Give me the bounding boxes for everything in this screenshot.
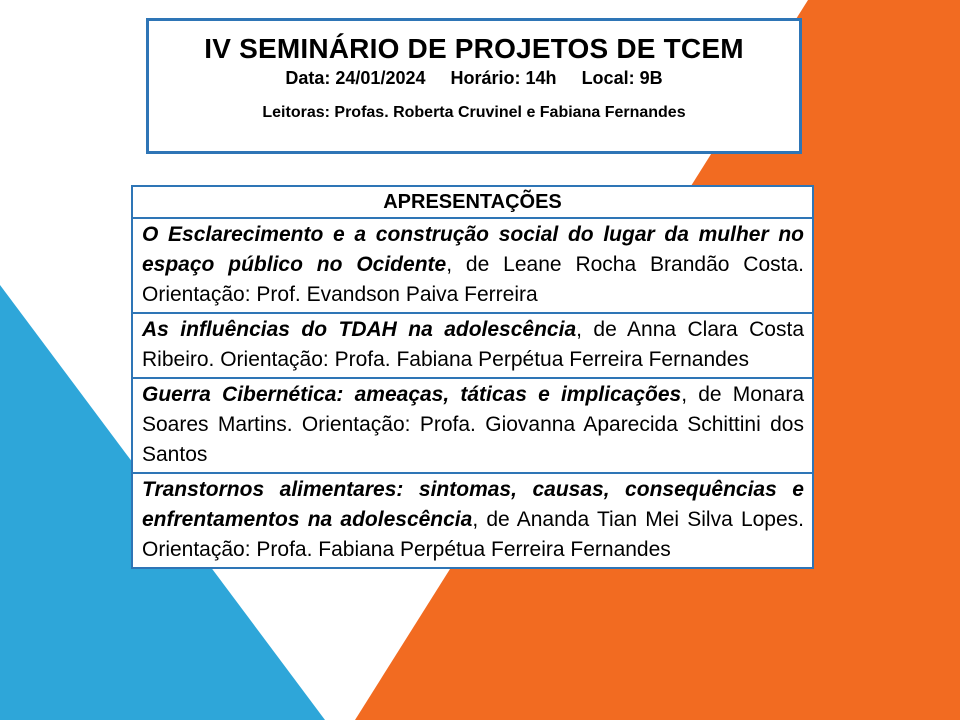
presentation-cell [132,218,813,313]
presentation-details: , de Leane Rocha Brandão Costa. Orientação: Prof. Evandson Paiva Ferreira [142,253,805,306]
table-row [132,313,813,378]
seminar-location: Local: 9B [581,68,663,88]
presentation-cell [132,378,813,473]
table-row [132,473,813,568]
presentation-details: , de Ananda Tian Mei Silva Lopes. Orientação: Profa. Fabiana Perpétua Ferreira Fernandes [142,508,804,561]
presentation-cell [132,313,813,378]
seminar-time: Horário: 14h [450,68,557,88]
seminar-readers: Leitoras: Profas. Roberta Cruvinel e Fabiana Fernandes [262,104,686,121]
seminar-info [149,67,799,89]
table-row [132,218,813,313]
table-header-row [132,186,813,218]
presentations-table [131,185,814,569]
presentations-heading: APRESENTAÇÕES [132,186,813,218]
presentation-title: As influências do TDAH na adolescência [142,318,577,341]
presentation-details: , de Monara Soares Martins. Orientação: Profa. Giovanna Aparecida Schittini dos Santos [142,383,804,466]
seminar-title: IV SEMINÁRIO DE PROJETOS DE TCEM [204,33,744,64]
presentation-title: Transtornos alimentares: sintomas, causas, consequências e enfrentamentos na adolescência [142,478,804,531]
presentation-cell [132,473,813,568]
seminar-header [146,18,802,154]
presentation-details: , de Anna Clara Costa Ribeiro. Orientação: Profa. Fabiana Perpétua Ferreira Fernandes [142,318,804,371]
presentation-title: O Esclarecimento e a construção social do lugar da mulher no espaço público no Ocidente [142,223,804,276]
presentation-title: Guerra Cibernética: ameaças, táticas e implicações [142,383,682,406]
table-row [132,378,813,473]
seminar-date: Data: 24/01/2024 [285,68,426,88]
